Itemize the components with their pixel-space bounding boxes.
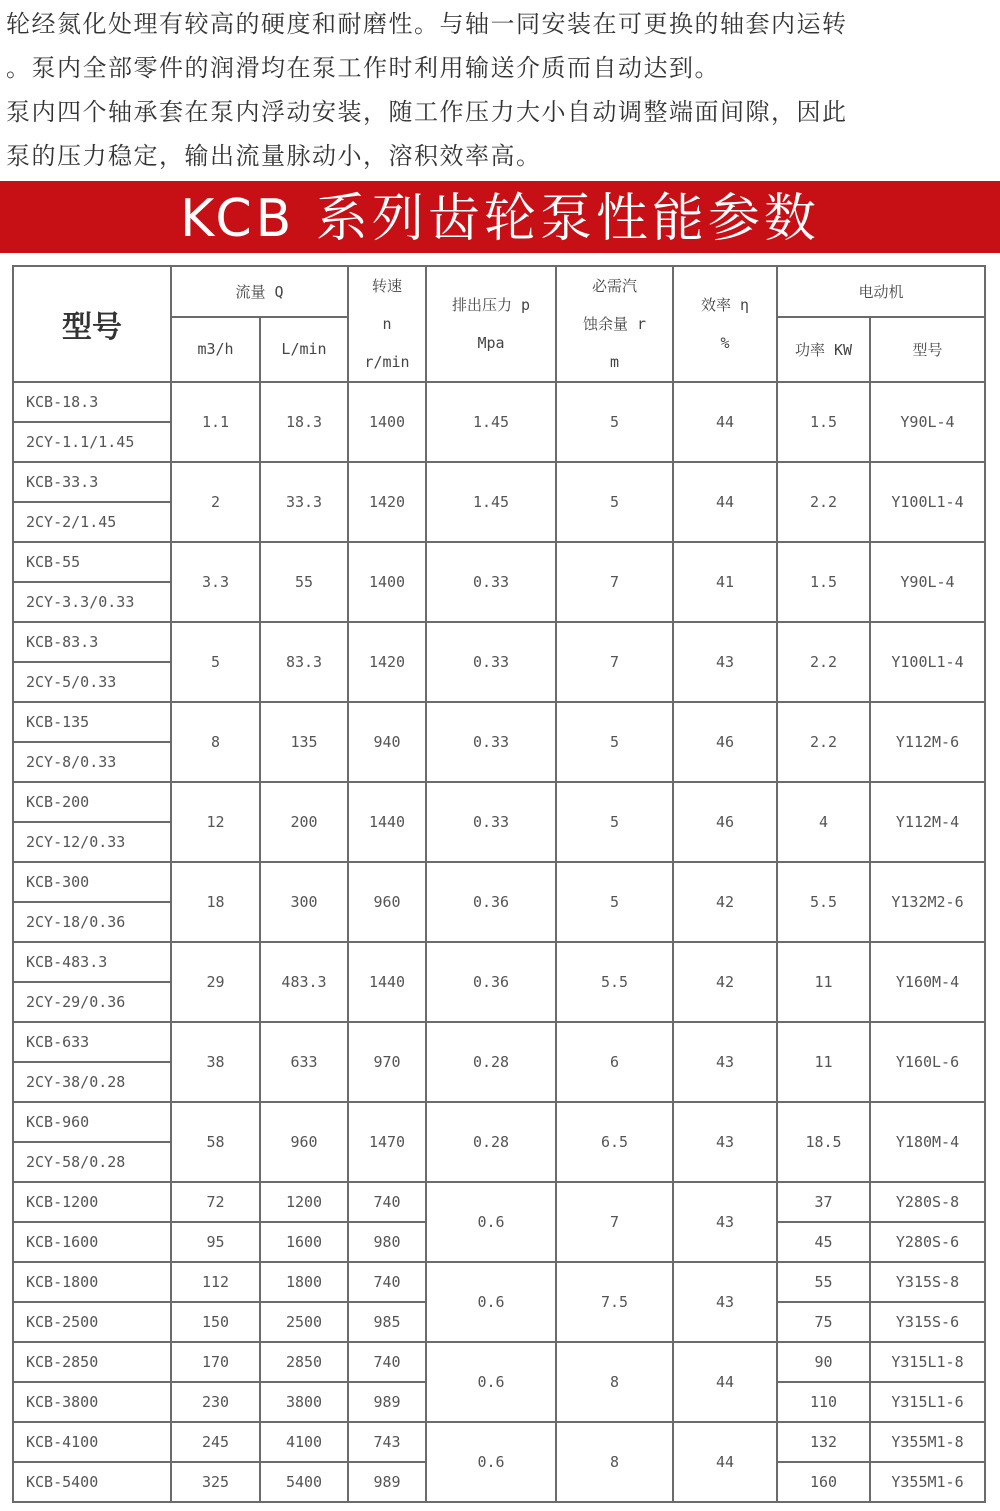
efficiency-cell: 46 xyxy=(673,782,777,862)
model-cell: KCB-633 xyxy=(13,1022,171,1062)
npsh-cell: 5 xyxy=(556,862,673,942)
flow-lmin-cell: 4100 xyxy=(260,1422,348,1462)
table-row xyxy=(13,1182,985,1222)
efficiency-cell: 42 xyxy=(673,862,777,942)
motor-model-cell: Y180M-4 xyxy=(870,1102,985,1182)
efficiency-cell: 44 xyxy=(673,1422,777,1502)
efficiency-cell: 43 xyxy=(673,1262,777,1342)
spec-table-body xyxy=(13,382,985,1502)
speed-cell: 743 xyxy=(348,1422,426,1462)
flow-m3h-cell: 72 xyxy=(171,1182,260,1222)
motor-power-cell: 2.2 xyxy=(777,462,870,542)
flow-m3h-cell: 18 xyxy=(171,862,260,942)
model-cell: 2CY-18/0.36 xyxy=(13,902,171,942)
flow-lmin-cell: 83.3 xyxy=(260,622,348,702)
model-cell: KCB-135 xyxy=(13,702,171,742)
flow-m3h-cell: 112 xyxy=(171,1262,260,1302)
pressure-cell: 1.45 xyxy=(426,382,556,462)
npsh-cell: 8 xyxy=(556,1422,673,1502)
motor-power-cell: 37 xyxy=(777,1182,870,1222)
motor-model-cell: Y315S-6 xyxy=(870,1302,985,1342)
speed-cell: 740 xyxy=(348,1342,426,1382)
flow-m3h-cell: 95 xyxy=(171,1222,260,1262)
motor-model-cell: Y160L-6 xyxy=(870,1022,985,1102)
table-row xyxy=(13,1022,985,1062)
flow-m3h-cell: 230 xyxy=(171,1382,260,1422)
model-cell: 2CY-38/0.28 xyxy=(13,1062,171,1102)
model-cell: KCB-83.3 xyxy=(13,622,171,662)
flow-lmin-cell: 55 xyxy=(260,542,348,622)
header-flow-lmin: L/min xyxy=(260,317,348,382)
npsh-cell: 6.5 xyxy=(556,1102,673,1182)
speed-cell: 989 xyxy=(348,1382,426,1422)
npsh-cell: 5 xyxy=(556,462,673,542)
motor-model-cell: Y112M-4 xyxy=(870,782,985,862)
table-row xyxy=(13,542,985,582)
flow-lmin-cell: 960 xyxy=(260,1102,348,1182)
intro-line: 泵的压力稳定，输出流量脉动小，溶积效率高。 xyxy=(6,142,542,170)
pressure-cell: 0.6 xyxy=(426,1422,556,1502)
motor-power-cell: 55 xyxy=(777,1262,870,1302)
motor-power-cell: 75 xyxy=(777,1302,870,1342)
motor-power-cell: 18.5 xyxy=(777,1102,870,1182)
table-row xyxy=(13,862,985,902)
header-motor: 电动机 xyxy=(777,266,985,317)
efficiency-cell: 41 xyxy=(673,542,777,622)
motor-power-cell: 2.2 xyxy=(777,702,870,782)
header-motor-power: 功率 KW xyxy=(777,317,870,382)
header-pressure xyxy=(426,266,556,382)
npsh-cell: 5.5 xyxy=(556,942,673,1022)
intro-line: 泵内四个轴承套在泵内浮动安装，随工作压力大小自动调整端面间隙，因此 xyxy=(6,98,848,126)
header-efficiency-line2: % xyxy=(720,334,730,352)
npsh-cell: 6 xyxy=(556,1022,673,1102)
model-cell: KCB-2500 xyxy=(13,1302,171,1342)
flow-lmin-cell: 135 xyxy=(260,702,348,782)
flow-lmin-cell: 483.3 xyxy=(260,942,348,1022)
flow-m3h-cell: 8 xyxy=(171,702,260,782)
header-pressure-line1: 排出压力 p xyxy=(451,296,531,314)
efficiency-cell: 43 xyxy=(673,1182,777,1262)
intro-line: 。泵内全部零件的润滑均在泵工作时利用输送介质而自动达到。 xyxy=(6,54,720,82)
speed-cell: 940 xyxy=(348,702,426,782)
flow-m3h-cell: 170 xyxy=(171,1342,260,1382)
model-cell: KCB-300 xyxy=(13,862,171,902)
motor-model-cell: Y160M-4 xyxy=(870,942,985,1022)
speed-cell: 980 xyxy=(348,1222,426,1262)
model-cell: KCB-2850 xyxy=(13,1342,171,1382)
header-npsh-line3: m xyxy=(609,353,620,371)
motor-power-cell: 1.5 xyxy=(777,382,870,462)
speed-cell: 960 xyxy=(348,862,426,942)
flow-lmin-cell: 33.3 xyxy=(260,462,348,542)
npsh-cell: 7 xyxy=(556,622,673,702)
model-cell: KCB-33.3 xyxy=(13,462,171,502)
speed-cell: 970 xyxy=(348,1022,426,1102)
table-row xyxy=(13,782,985,822)
flow-lmin-cell: 5400 xyxy=(260,1462,348,1502)
efficiency-cell: 44 xyxy=(673,1342,777,1422)
model-cell: KCB-4100 xyxy=(13,1422,171,1462)
pressure-cell: 0.28 xyxy=(426,1102,556,1182)
table-row xyxy=(13,462,985,502)
motor-model-cell: Y90L-4 xyxy=(870,542,985,622)
motor-power-cell: 11 xyxy=(777,1022,870,1102)
model-cell: 2CY-1.1/1.45 xyxy=(13,422,171,462)
efficiency-cell: 43 xyxy=(673,622,777,702)
motor-model-cell: Y100L1-4 xyxy=(870,622,985,702)
table-row xyxy=(13,382,985,422)
table-row xyxy=(13,1262,985,1302)
efficiency-cell: 44 xyxy=(673,462,777,542)
pressure-cell: 0.36 xyxy=(426,942,556,1022)
header-efficiency-line1: 效率 η xyxy=(700,296,750,314)
speed-cell: 740 xyxy=(348,1182,426,1222)
header-speed-line2: n xyxy=(382,315,392,333)
pressure-cell: 0.33 xyxy=(426,782,556,862)
motor-power-cell: 160 xyxy=(777,1462,870,1502)
header-npsh xyxy=(556,266,673,382)
motor-power-cell: 4 xyxy=(777,782,870,862)
table-row xyxy=(13,1342,985,1382)
header-efficiency xyxy=(673,266,777,382)
header-npsh-line2: 蚀余量 r xyxy=(582,315,647,333)
model-cell: KCB-5400 xyxy=(13,1462,171,1502)
motor-power-cell: 45 xyxy=(777,1222,870,1262)
model-cell: 2CY-2/1.45 xyxy=(13,502,171,542)
flow-m3h-cell: 3.3 xyxy=(171,542,260,622)
pressure-cell: 0.6 xyxy=(426,1182,556,1262)
model-cell: 2CY-5/0.33 xyxy=(13,662,171,702)
flow-m3h-cell: 58 xyxy=(171,1102,260,1182)
motor-power-cell: 5.5 xyxy=(777,862,870,942)
motor-model-cell: Y280S-8 xyxy=(870,1182,985,1222)
flow-m3h-cell: 325 xyxy=(171,1462,260,1502)
model-cell: KCB-18.3 xyxy=(13,382,171,422)
pressure-cell: 0.6 xyxy=(426,1342,556,1422)
model-cell: KCB-1200 xyxy=(13,1182,171,1222)
header-flow-m3h: m3/h xyxy=(171,317,260,382)
flow-lmin-cell: 200 xyxy=(260,782,348,862)
model-cell: 2CY-3.3/0.33 xyxy=(13,582,171,622)
motor-power-cell: 2.2 xyxy=(777,622,870,702)
efficiency-cell: 43 xyxy=(673,1022,777,1102)
table-row xyxy=(13,1102,985,1142)
table-row xyxy=(13,702,985,742)
table-row xyxy=(13,622,985,662)
model-cell: KCB-200 xyxy=(13,782,171,822)
flow-m3h-cell: 150 xyxy=(171,1302,260,1342)
model-cell: KCB-1800 xyxy=(13,1262,171,1302)
npsh-cell: 5 xyxy=(556,782,673,862)
model-cell: 2CY-29/0.36 xyxy=(13,982,171,1022)
banner-title: KCB 系列齿轮泵性能参数 xyxy=(180,189,820,249)
intro-text xyxy=(6,2,996,178)
header-pressure-line2: Mpa xyxy=(477,334,505,352)
npsh-cell: 8 xyxy=(556,1342,673,1422)
npsh-cell: 5 xyxy=(556,702,673,782)
model-cell: KCB-483.3 xyxy=(13,942,171,982)
pressure-cell: 0.33 xyxy=(426,542,556,622)
flow-m3h-cell: 1.1 xyxy=(171,382,260,462)
model-cell: KCB-960 xyxy=(13,1102,171,1142)
motor-power-cell: 1.5 xyxy=(777,542,870,622)
motor-model-cell: Y280S-6 xyxy=(870,1222,985,1262)
motor-power-cell: 90 xyxy=(777,1342,870,1382)
motor-model-cell: Y90L-4 xyxy=(870,382,985,462)
model-cell: KCB-3800 xyxy=(13,1382,171,1422)
flow-lmin-cell: 2500 xyxy=(260,1302,348,1342)
motor-model-cell: Y355M1-6 xyxy=(870,1462,985,1502)
npsh-cell: 5 xyxy=(556,382,673,462)
spec-table xyxy=(12,265,986,1503)
intro-line: 轮经氮化处理有较高的硬度和耐磨性。与轴一同安装在可更换的轴套内运转 xyxy=(6,10,848,38)
speed-cell: 1440 xyxy=(348,942,426,1022)
flow-lmin-cell: 633 xyxy=(260,1022,348,1102)
motor-model-cell: Y315L1-6 xyxy=(870,1382,985,1422)
motor-model-cell: Y315L1-8 xyxy=(870,1342,985,1382)
speed-cell: 740 xyxy=(348,1262,426,1302)
npsh-cell: 7 xyxy=(556,1182,673,1262)
flow-m3h-cell: 29 xyxy=(171,942,260,1022)
model-cell: 2CY-58/0.28 xyxy=(13,1142,171,1182)
efficiency-cell: 43 xyxy=(673,1102,777,1182)
pressure-cell: 0.28 xyxy=(426,1022,556,1102)
motor-model-cell: Y112M-6 xyxy=(870,702,985,782)
speed-cell: 1420 xyxy=(348,622,426,702)
speed-cell: 1400 xyxy=(348,542,426,622)
efficiency-cell: 44 xyxy=(673,382,777,462)
speed-cell: 985 xyxy=(348,1302,426,1342)
speed-cell: 1440 xyxy=(348,782,426,862)
efficiency-cell: 46 xyxy=(673,702,777,782)
flow-m3h-cell: 12 xyxy=(171,782,260,862)
npsh-cell: 7.5 xyxy=(556,1262,673,1342)
flow-m3h-cell: 2 xyxy=(171,462,260,542)
header-model: 型号 xyxy=(13,266,171,382)
header-speed-line1: 转速 xyxy=(371,277,402,295)
npsh-cell: 7 xyxy=(556,542,673,622)
pressure-cell: 0.33 xyxy=(426,622,556,702)
section-banner xyxy=(0,181,1000,253)
flow-lmin-cell: 18.3 xyxy=(260,382,348,462)
speed-cell: 989 xyxy=(348,1462,426,1502)
flow-lmin-cell: 1200 xyxy=(260,1182,348,1222)
header-flow: 流量 Q xyxy=(171,266,348,317)
pressure-cell: 0.33 xyxy=(426,702,556,782)
pressure-cell: 0.36 xyxy=(426,862,556,942)
speed-cell: 1470 xyxy=(348,1102,426,1182)
motor-model-cell: Y315S-8 xyxy=(870,1262,985,1302)
flow-m3h-cell: 5 xyxy=(171,622,260,702)
pressure-cell: 1.45 xyxy=(426,462,556,542)
model-cell: 2CY-8/0.33 xyxy=(13,742,171,782)
motor-model-cell: Y100L1-4 xyxy=(870,462,985,542)
flow-m3h-cell: 245 xyxy=(171,1422,260,1462)
header-speed xyxy=(348,266,426,382)
model-cell: 2CY-12/0.33 xyxy=(13,822,171,862)
speed-cell: 1400 xyxy=(348,382,426,462)
flow-lmin-cell: 300 xyxy=(260,862,348,942)
flow-lmin-cell: 3800 xyxy=(260,1382,348,1422)
header-npsh-line1: 必需汽 xyxy=(591,277,637,295)
spec-table-wrapper xyxy=(12,265,986,1503)
flow-lmin-cell: 1800 xyxy=(260,1262,348,1302)
table-row xyxy=(13,1422,985,1462)
flow-m3h-cell: 38 xyxy=(171,1022,260,1102)
header-motor-model: 型号 xyxy=(870,317,985,382)
motor-model-cell: Y355M1-8 xyxy=(870,1422,985,1462)
model-cell: KCB-55 xyxy=(13,542,171,582)
speed-cell: 1420 xyxy=(348,462,426,542)
model-cell: KCB-1600 xyxy=(13,1222,171,1262)
header-speed-line3: r/min xyxy=(364,353,410,371)
table-row xyxy=(13,942,985,982)
flow-lmin-cell: 1600 xyxy=(260,1222,348,1262)
efficiency-cell: 42 xyxy=(673,942,777,1022)
motor-power-cell: 11 xyxy=(777,942,870,1022)
motor-power-cell: 132 xyxy=(777,1422,870,1462)
pressure-cell: 0.6 xyxy=(426,1262,556,1342)
flow-lmin-cell: 2850 xyxy=(260,1342,348,1382)
motor-model-cell: Y132M2-6 xyxy=(870,862,985,942)
motor-power-cell: 110 xyxy=(777,1382,870,1422)
